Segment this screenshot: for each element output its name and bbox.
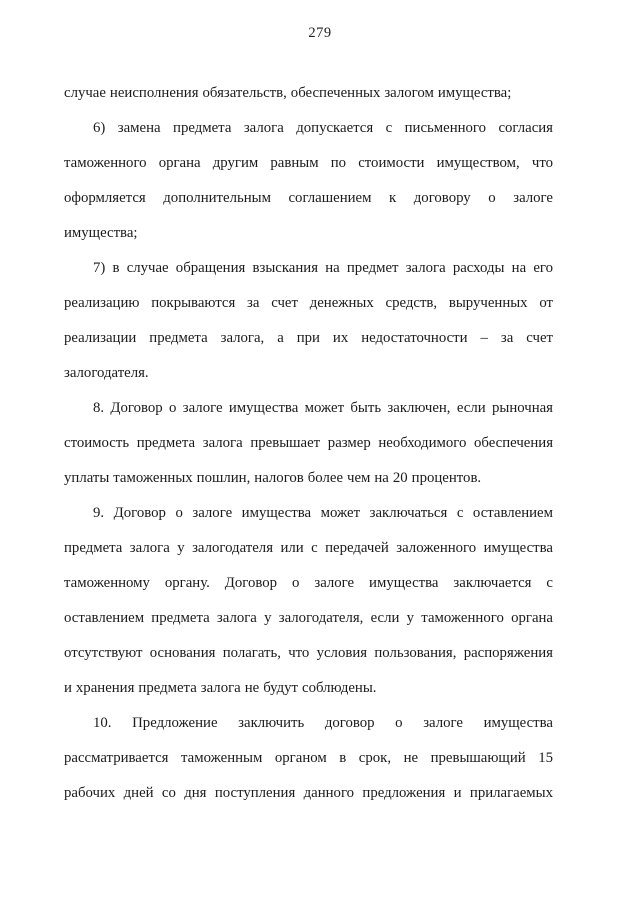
text-line: таможенного органа другим равным по стоимости имуществом, что (64, 155, 553, 171)
text-line: оформляется дополнительным соглашением к договору о залоге (64, 190, 553, 206)
text-line: стоимость предмета залога превышает размер необходимого обеспечения (64, 435, 553, 451)
paragraph (64, 706, 553, 811)
paragraph (64, 251, 553, 391)
text-line: реализации предмета залога, а при их недостаточности – за счет (64, 330, 553, 346)
text-line: залогодателя. (64, 365, 149, 381)
text-line: реализацию покрываются за счет денежных средств, вырученных от (64, 295, 553, 311)
text-line: и хранения предмета залога не будут соблюдены. (64, 680, 377, 696)
text-line: уплаты таможенных пошлин, налогов более чем на 20 процентов. (64, 470, 482, 486)
text-line: 7) в случае обращения взыскания на предмет залога расходы на его (93, 260, 553, 276)
text-line: 6) замена предмета залога допускается с письменного согласия (93, 120, 553, 136)
text-line: таможенному органу. Договор о залоге имущества заключается с (64, 575, 553, 591)
text-line: рабочих дней со дня поступления данного предложения и прилагаемых (64, 785, 553, 801)
text-line: имущества; (64, 225, 138, 241)
paragraph (64, 111, 553, 251)
page-body (64, 76, 553, 811)
text-line: случае неисполнения обязательств, обеспеченных залогом имущества; (64, 85, 512, 101)
page-number: 279 (308, 25, 332, 41)
text-line: предмета залога у залогодателя или с передачей заложенного имущества (64, 540, 553, 556)
paragraph (64, 76, 553, 111)
paragraph (64, 496, 553, 706)
text-line: 10. Предложение заключить договор о залоге имущества (93, 715, 553, 731)
text-line: оставлением предмета залога у залогодателя, если у таможенного органа (64, 610, 553, 626)
text-line: рассматривается таможенным органом в срок, не превышающий 15 (64, 750, 553, 766)
text-line: 9. Договор о залоге имущества может заключаться с оставлением (93, 505, 553, 521)
paragraph (64, 391, 553, 496)
text-line: отсутствуют основания полагать, что условия пользования, распоряжения (64, 645, 553, 661)
text-line: 8. Договор о залоге имущества может быть заключен, если рыночная (93, 400, 553, 416)
